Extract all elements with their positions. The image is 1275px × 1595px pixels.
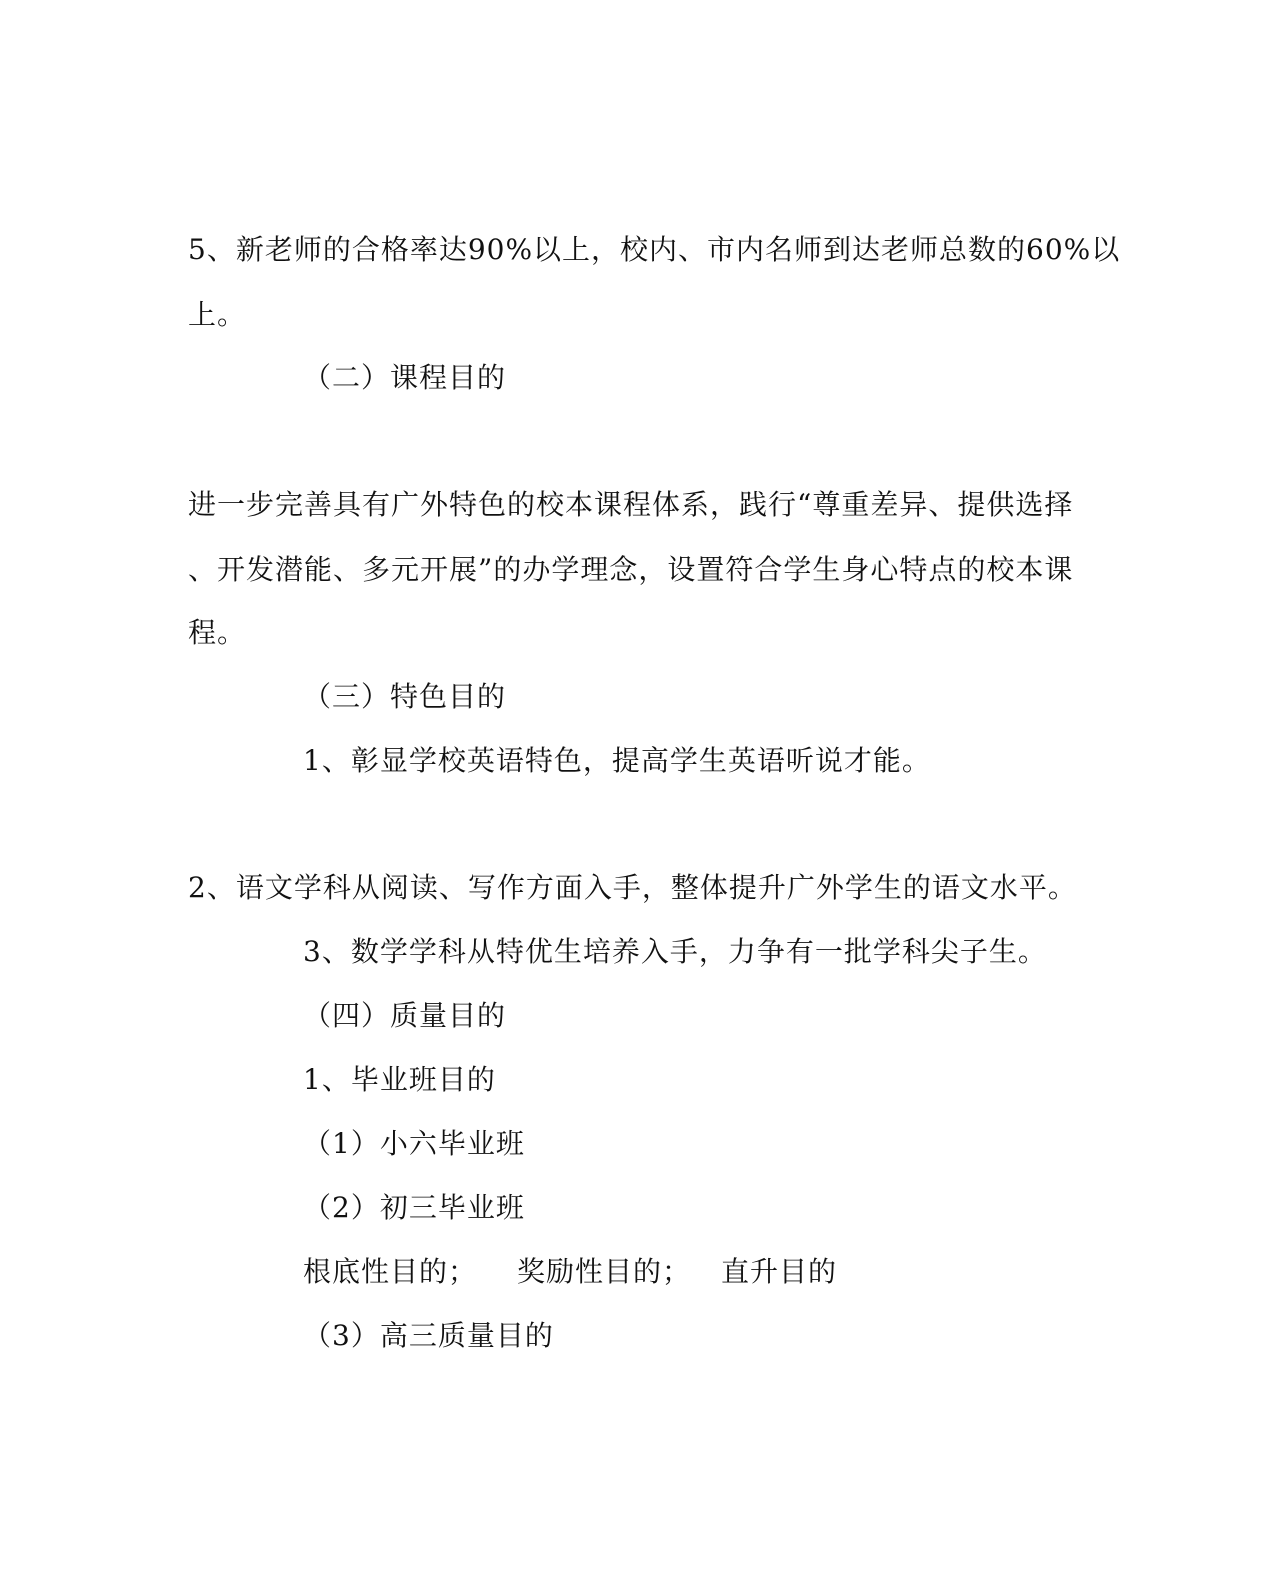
subitem-grade9-class: （2）初三毕业班: [303, 1191, 525, 1224]
paragraph-course-system-cont2: 程。: [188, 616, 247, 649]
goal-types-row: [303, 1252, 837, 1292]
paragraph-teacher-rate-cont: 上。: [188, 298, 247, 331]
subitem-grade6-class: （1）小六毕业班: [303, 1127, 525, 1160]
subitem-grade12-quality: （3）高三质量目的: [303, 1319, 554, 1352]
item-chinese-subject: 2、语文学科从阅读、写作方面入手，整体提升广外学生的语文水平。: [188, 871, 1077, 904]
paragraph-course-system: 进一步完善具有广外特色的校本课程体系，践行“尊重差异、提供选择: [188, 488, 1074, 521]
heading-quality-goals: （四）质量目的: [303, 999, 507, 1032]
paragraph-course-system-cont1: 、开发潜能、多元开展”的办学理念，设置符合学生身心特点的校本课: [188, 553, 1074, 586]
paragraph-teacher-rate: 5、新老师的合格率达90%以上，校内、市内名师到达老师总数的60%以: [188, 233, 1121, 266]
heading-feature-goals: （三）特色目的: [303, 680, 507, 713]
item-english-feature: 1、彰显学校英语特色，提高学生英语听说才能。: [303, 744, 931, 777]
goal-type-reward: 奖励性目的；: [517, 1255, 692, 1288]
goal-type-direct: 直升目的: [721, 1255, 838, 1288]
item-graduating-class-goals: 1、毕业班目的: [303, 1063, 496, 1096]
heading-course-goals: （二）课程目的: [303, 361, 507, 394]
goal-type-basic: 根底性目的；: [303, 1255, 478, 1288]
item-math-subject: 3、数学学科从特优生培养入手，力争有一批学科尖子生。: [303, 935, 1047, 968]
